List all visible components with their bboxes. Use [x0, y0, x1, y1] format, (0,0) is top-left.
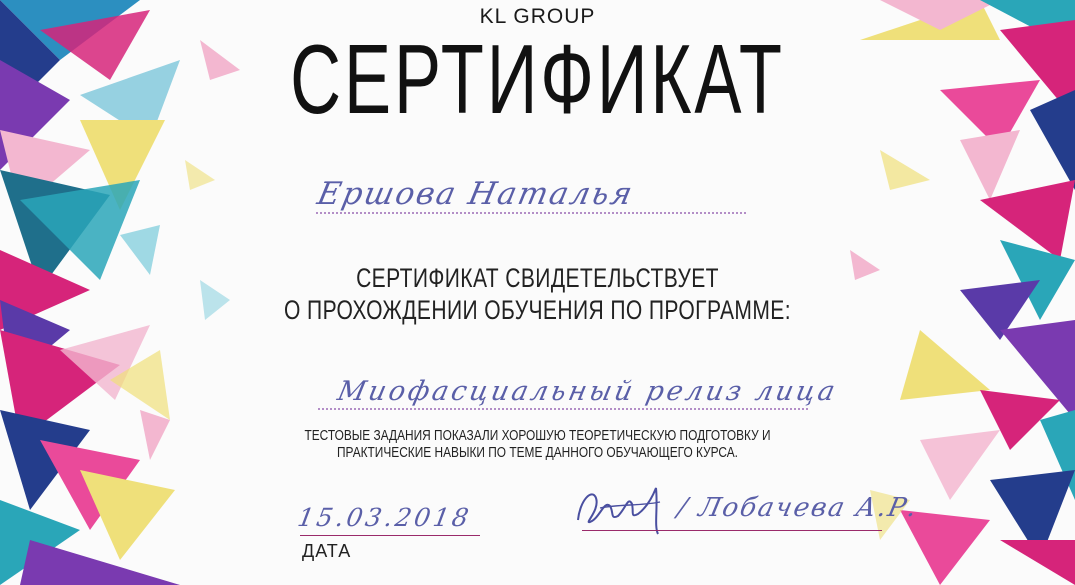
statement-line-1: СЕРТИФИКАТ СВИДЕТЕЛЬСТВУЕТ: [356, 263, 719, 293]
date-underline: [300, 535, 480, 536]
signature-image: [570, 478, 680, 538]
name-underline: [316, 212, 746, 214]
date-label: ДАТА: [302, 541, 352, 561]
date-value: 15.03.2018: [295, 503, 474, 532]
statement-line-2: О ПРОХОЖДЕНИИ ОБУЧЕНИЯ ПО ПРОГРАММЕ:: [284, 295, 791, 325]
program-name: Миофасциальный релиз лица: [334, 376, 841, 407]
signer-name: / Лобачева А.Р.: [674, 493, 922, 523]
program-underline: [318, 408, 808, 410]
certificate-statement: [118, 262, 957, 326]
brand-logo-text: KL GROUP: [479, 5, 596, 28]
recipient-name: Ершова Наталья: [314, 176, 638, 212]
note-line-2: ПРАКТИЧЕСКИЕ НАВЫКИ ПО ТЕМЕ ДАННОГО ОБУЧАЮЩЕГО КУРСА.: [337, 445, 738, 461]
note-line-1: ТЕСТОВЫЕ ЗАДАНИЯ ПОКАЗАЛИ ХОРОШУЮ ТЕОРЕТИЧЕСКУЮ ПОДГОТОВКУ И: [304, 428, 771, 444]
assessment-note: [97, 428, 979, 462]
signature-underline: [582, 530, 882, 531]
certificate-title: СЕРТИФИКАТ: [290, 24, 785, 134]
